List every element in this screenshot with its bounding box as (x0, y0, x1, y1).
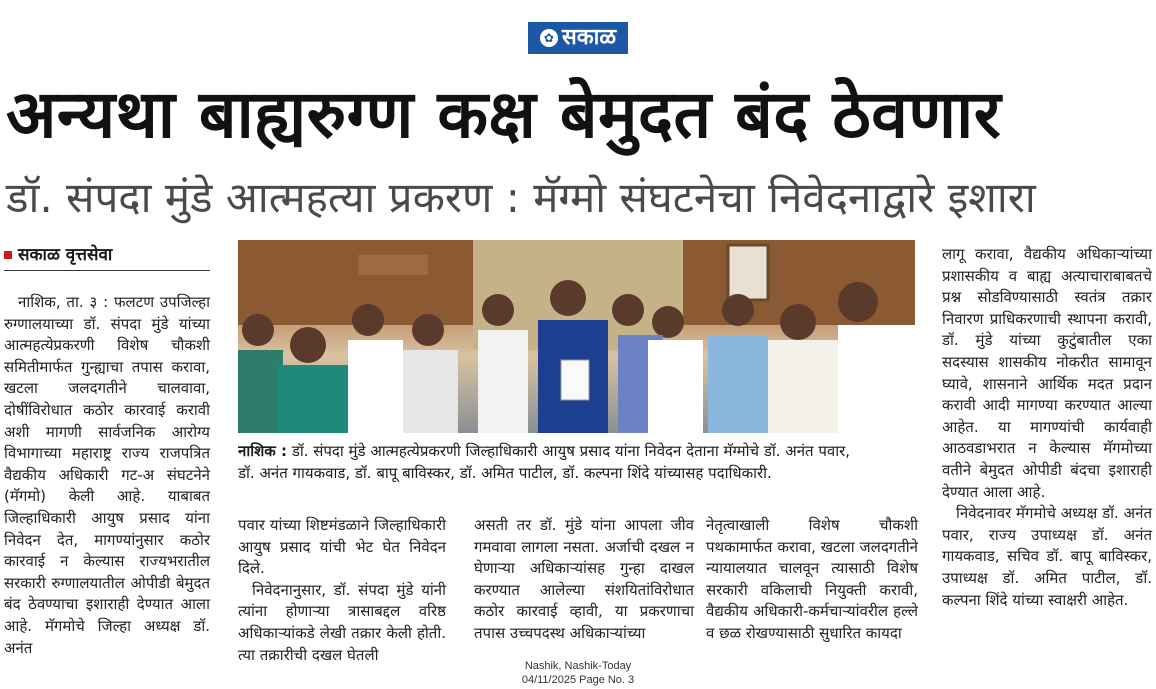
caption-place: नाशिक : (238, 442, 288, 460)
subheadline: डॉ. संपदा मुंडे आत्महत्या प्रकरण : मॅग्मो संघटनेचा निवेदनाद्वारे इशारा (6, 173, 1036, 222)
paragraph: पवार यांच्या शिष्टमंडळाने जिल्हाधिकारी आयुष प्रसाद यांची भेट घेत निवेदन दिले. (238, 516, 446, 578)
news-photo (238, 240, 915, 433)
byline (4, 240, 210, 271)
paragraph: असती तर डॉ. मुंडे यांना आपला जीव गमवावा लागला नसता. अर्जाची दखल न घेणाऱ्या अधिकाऱ्यांसह गुन्हा दाखल करण्यात आलेल्या संशयितांविरोधात कठोर कारवाई व्हावी, या प्रकरणाचा तपास उच्चपदस्थ अधिकाऱ्यांच्या (474, 516, 694, 642)
caption-text-1: डॉ. संपदा मुंडे आत्महत्येप्रकरणी जिल्हाधिकारी आयुष प्रसाद यांना निवेदन देताना मॅग्मोचे डॉ. अनंत पवार, (291, 442, 851, 460)
paragraph: निवेदनानुसार, डॉ. संपदा मुंडे यांनी त्यांना होणाऱ्या त्रासाबद्दल वरिष्ठ अधिकाऱ्यांकडे लेखी तक्रार केली होती. त्या तक्रारीची दखल घेतली (238, 580, 446, 664)
article-column-5 (942, 244, 1152, 664)
caption-line-1 (238, 440, 918, 462)
paragraph: नाशिक, ता. ३ : फलटण उपजिल्हा रुग्णालयाच्या डॉ. संपदा मुंडे यांच्या आत्महत्येप्रकरणी विशेष चौकशी समितीमार्फत गुन्ह्याचा तपास करावा, खटला जलदगतीने चालवावा, दोषींविरोधात कठोर कारवाई करावी अशी मागणी सार्वजनिक आरोग्य विभागाच्या महाराष्ट्र राज्य राजपत्रित वैद्यकीय अधिकारी गट-अ संघटनेने (मॅगमो) केली आहे. याबाबत जिल्हाधिकारी आयुष प्रसाद यांना निवेदन देत, मागण्यांनुसार कठोर कारवाई न केल्यास राज्यभरातील सरकारी रुग्णालयातील ओपीडी बेमुदत बंद ठेवण्याचा इशाराही देण्यात आला आहे. मॅगमोचे जिल्हा अध्यक्ष डॉ. अनंत (4, 293, 210, 657)
article-column-4 (706, 515, 918, 655)
article-column-1 (4, 292, 210, 662)
footer-date-page: 04/11/2025 Page No. 3 (521, 674, 635, 686)
logo-text: सकाळ (561, 25, 617, 50)
paragraph: निवेदनावर मॅगमोचे अध्यक्ष डॉ. अनंत पवार, राज्य उपाध्यक्ष डॉ. अनंत गायकवाड, सचिव डॉ. बापू बाविस्कर, उपाध्यक्ष डॉ. अमित पाटील, डॉ. कल्पना शिंदे यांच्या स्वाक्षरी आहेत. (942, 504, 1152, 609)
article-column-3 (474, 515, 694, 655)
sakal-logo (528, 22, 628, 54)
paragraph: लागू करावा, वैद्यकीय अधिकाऱ्यांच्या प्रशासकीय व बाह्य अत्याचाराबाबतचे प्रश्न सोडविण्यासाठी स्वतंत्र तक्रार निवारण प्राधिकरणाची स्थापना करावी, डॉ. मुंडे यांच्या कुटुंबातील एका सदस्यास शासकीय नोकरीत सामावून घ्यावे, शासनाने आर्थिक मदत प्रदान करावी आदी मागण्या करण्यात आल्या आहेत. या मागण्यांची कार्यवाही आठवडाभरात न केल्यास मॅगमोच्या वतीने बेमुदत ओपीडी बंदचा इशाराही देण्यात आला आहे. (942, 245, 1152, 501)
photo-caption (238, 440, 918, 488)
logo-emblem-icon: ✿ (540, 29, 558, 47)
group-photo-illustration (238, 240, 915, 433)
headline: अन्यथा बाह्यरुग्ण कक्ष बेमुदत बंद ठेवणार (6, 76, 1002, 153)
footer-edition: Nashik, Nashik-Today (524, 660, 632, 672)
page-footer (478, 659, 678, 689)
byline-marker-icon (4, 251, 12, 259)
paragraph: नेतृत्वाखाली विशेष चौकशी पथकामार्फत करावा, खटला जलदगतीने न्यायालयात चालवून त्यासाठी विशेष सरकारी वकिलाची नियुक्ती करावी, वैद्यकीय अधिकारी-कर्मचाऱ्यांवरील हल्ले व छळ रोखण्यासाठी सुधारित कायदा (706, 516, 918, 642)
caption-line-2: डॉ. अनंत गायकवाड, डॉ. बापू बाविस्कर, डॉ. अमित पाटील, डॉ. कल्पना शिंदे यांच्यासह पदाधिकारी. (238, 464, 772, 482)
article-column-2 (238, 515, 446, 664)
byline-text: सकाळ वृत्तसेवा (18, 245, 113, 265)
